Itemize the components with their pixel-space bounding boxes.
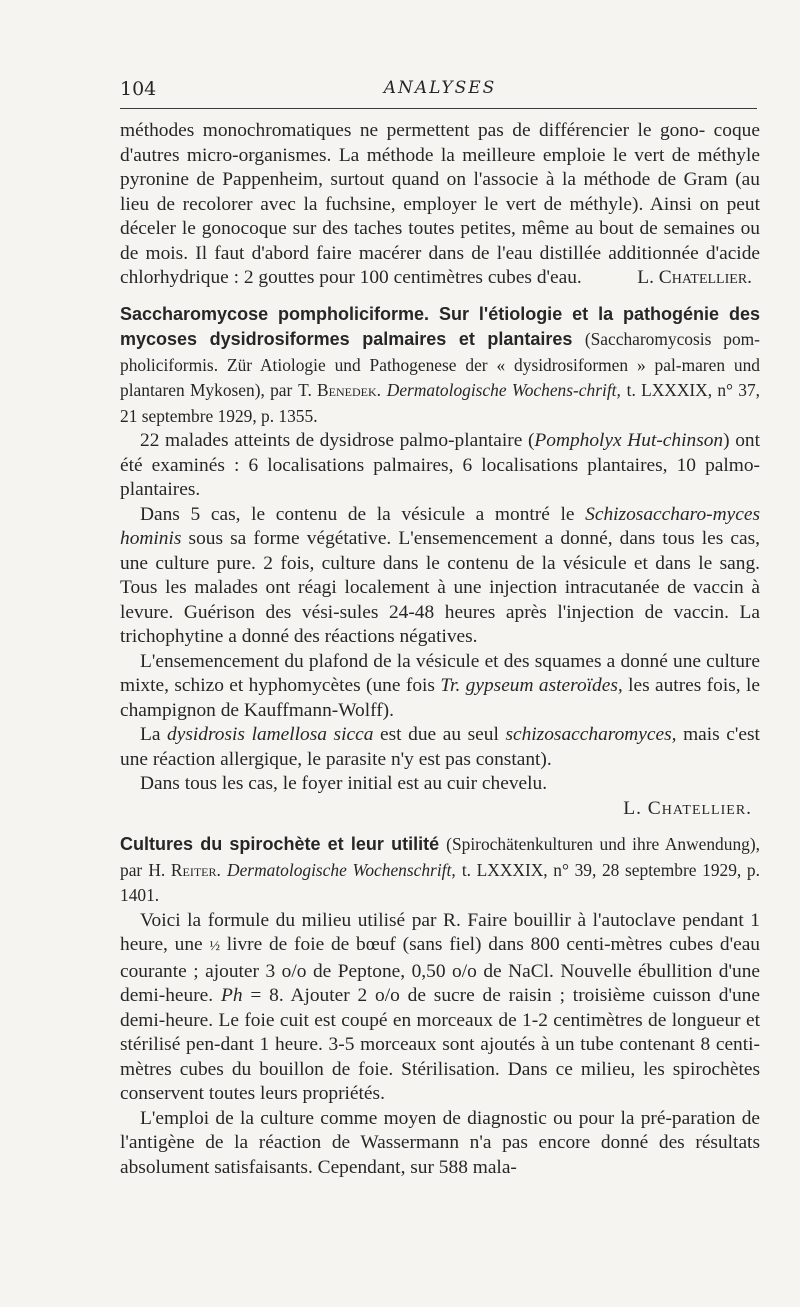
paragraph: L'emploi de la culture comme moyen de diagnostic ou pour la pré-paration de l'antigène de la réaction de Wassermann n'a pas encore donné des résultats absolument satisfaisants. Cependant, sur 588 mala- [120, 1107, 760, 1178]
paragraph: Dans tous les cas, le foyer initial est au cuir chevelu. [140, 773, 548, 794]
paragraph: L'ensemencement du plafond de la vésicule et des squames a donné une culture mixte, schizo et hyphomycètes (une fois Tr. gypseum asteroïdes, les autres fois, le champignon de Kauffmann-Wolff). [120, 650, 760, 721]
paragraph: 22 malades atteints de dysidrose palmo-plantaire (Pompholyx Hut-chinson) ont été examinés : 6 localisations palmaires, 6 localisations plantaires, 10 palmo-plantaires. [120, 430, 760, 500]
journal-name: Dermatologische Wochenschrift, [227, 859, 456, 880]
body-text [120, 119, 760, 1180]
paragraph: Voici la formule du milieu utilisé par R. Faire bouillir à l'autoclave pendant 1 heure, une ½ livre de foie de bœuf (sans fiel) dans 800 centi-mètres cubes d'eau courante ; ajouter 3 o/o de Peptone, 0,50 o/o de NaCl. Nouvelle ébullition d'une demi-heure. Ph = 8. Ajouter 2 o/o de sucre de raisin ; troisième cuisson d'une demi-heure. Le foie cuit est coupé en morceaux de 1-2 centimètres de longueur et stérilisé pen-dant 1 heure. 3-5 morceaux sont ajoutés à un tube contenant 8 centi-mètres cubes du bouillon de foie. Stérilisation. Dans ce milieu, les spirochètes conservent toutes leurs propriétés. [120, 909, 760, 1104]
article-header [120, 302, 760, 430]
article-author: H. Reiter. [148, 859, 221, 880]
page-number: 104 [120, 78, 157, 100]
previous-article-continuation: méthodes monochromatiques ne permettent pas de différencier le gono- coque d'autres micro-organismes. La méthode la meilleure emploie le vert de méthyle pyronine de Pappenheim, surtout quand on l'associe à la méthode de Gram (au lieu de recolorer avec la fuchsine, employer le vert de méthyle). Ainsi on peut déceler le gonocoque sur des taches toutes petites, même au bout de semaines ou de mois. Il faut d'abord faire macérer dans de l'eau distillée additionnée d'acide chlorhydrique : 2 gouttes pour 100 centimètres cubes d'eau. L. Chatellier. [120, 119, 760, 291]
paragraph: Dans 5 cas, le contenu de la vésicule a montré le Schizosaccharo-myces hominis sous sa forme végétative. L'ensemencement a donné, dans tous les cas, une culture pure. 2 fois, culture dans le contenu de la vésicule et dans le sang. Tous les malades ont réagi localement à une injection intracutanée de vaccin à levure. Guérison des vési-sules 24-48 heures après l'injection de vaccin. La trichophytine a donné des réactions négatives. [120, 503, 760, 647]
signature: L. Chatellier. [623, 797, 752, 819]
journal-name: Dermatologische Wochens-chrift, [386, 380, 621, 400]
page-header [120, 78, 760, 102]
signature: L. Chatellier. [637, 267, 752, 288]
article-header [120, 832, 760, 909]
article-reference: (Spirochätenkulturen und ihre Anwendung), par [120, 834, 760, 880]
article-author: T. Benedek. [298, 380, 381, 400]
running-head: ANALYSES [383, 78, 497, 98]
header-rule [120, 108, 757, 109]
article-reference: (Saccharomycosis pom-pholiciformis. Zür Atiologie und Pathogenese der « dysidrosiformen » pal-maren und plantaren Mykosen), par [120, 329, 760, 400]
article-reference-tail: t. LXXXIX, n° 37, 21 septembre 1929, p. 1355. [120, 380, 761, 426]
article-title: Cultures du spirochète et leur utilité [120, 834, 440, 854]
article-title: Saccharomycose pompholiciforme. Sur l'étiologie et la pathogénie des mycoses dysidrosiformes palmaires et plantaires [120, 303, 760, 349]
paragraph: La dysidrosis lamellosa sicca est due au seul schizosaccharomyces, mais c'est une réaction allergique, le parasite n'y est pas constant). [120, 724, 760, 770]
article-reference-tail: t. LXXXIX, n° 39, 28 septembre 1929, p. 1401. [120, 859, 760, 905]
